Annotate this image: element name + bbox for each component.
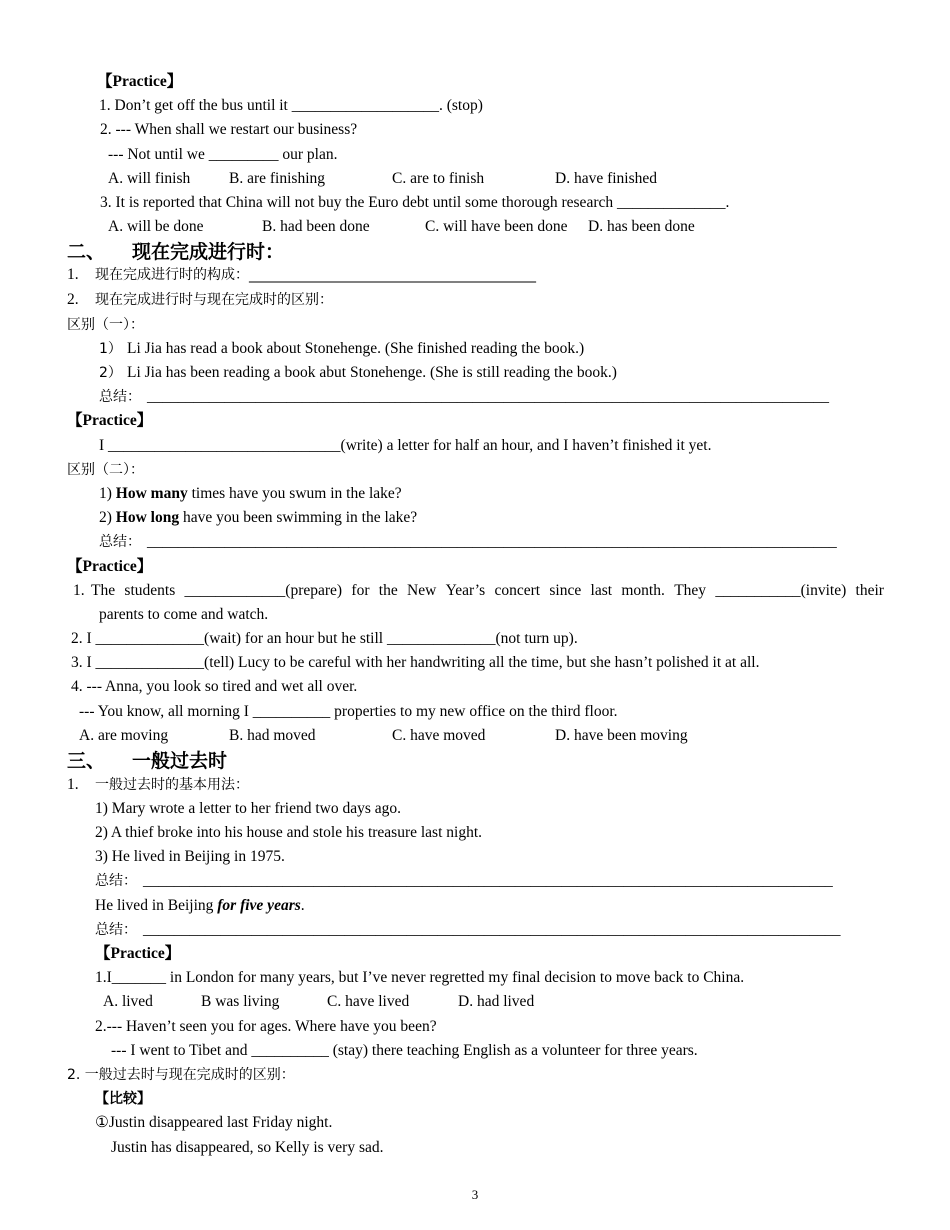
section-title: 一般过去时 bbox=[132, 750, 228, 772]
example-line: ①Justin disappeared last Friday night. bbox=[95, 1114, 333, 1131]
justified-word: ___________(invite) bbox=[715, 582, 847, 599]
option-a: A. will be done bbox=[108, 218, 204, 235]
exercise-line: 4. --- Anna, you look so tired and wet all over. bbox=[71, 678, 358, 695]
justified-word: last bbox=[590, 582, 613, 599]
summary-label: 总结： bbox=[95, 922, 137, 938]
list-number: 1. bbox=[73, 582, 85, 599]
example-line: Li Jia has been reading a book abut Stonehenge. (She is still reading the book.) bbox=[127, 364, 617, 381]
list-number: 1. bbox=[67, 776, 79, 793]
option-b: B. are finishing bbox=[229, 170, 325, 187]
list-item: 现在完成进行时的构成：_________________________________________ bbox=[95, 267, 536, 283]
exercise-line: 2.--- Haven’t seen you for ages. Where have you been? bbox=[95, 1018, 437, 1035]
option-b: B. had been done bbox=[262, 218, 370, 235]
example-line: 1) How many times have you swum in the lake? bbox=[99, 485, 402, 502]
exercise-line: 2. --- When shall we restart our business? bbox=[100, 121, 358, 138]
list-number: 2. bbox=[67, 291, 79, 308]
exercise-line: 3. I ______________(tell) Lucy to be careful with her handwriting all the time, but she hasn’t polished it at all. bbox=[71, 654, 760, 671]
option-a: A. lived bbox=[103, 993, 153, 1010]
exercise-line-justified bbox=[91, 581, 884, 601]
exercise-line: 1.I_______ in London for many years, but I’ve never regretted my final decision to move back to China. bbox=[95, 969, 745, 986]
option-c: C. will have been done bbox=[425, 218, 568, 235]
option-c: C. have moved bbox=[392, 727, 486, 744]
option-d: D. have finished bbox=[555, 170, 658, 187]
practice-heading: 【Practice】 bbox=[67, 412, 153, 429]
option-a: A. will finish bbox=[108, 170, 191, 187]
summary-label: 总结： bbox=[99, 389, 141, 405]
exercise-line: I ______________________________(write) a letter for half an hour, and I haven’t finished it yet. bbox=[99, 437, 712, 454]
option-a: A. are moving bbox=[79, 727, 169, 744]
justified-word: their bbox=[855, 582, 884, 599]
section-title: 现在完成进行时： bbox=[132, 241, 285, 263]
practice-heading: 【Practice】 bbox=[67, 558, 153, 575]
summary-blank: _________________________________________________________________________________________ bbox=[147, 533, 837, 550]
justified-word: the bbox=[378, 582, 398, 599]
justified-word: _____________(prepare) bbox=[184, 582, 343, 599]
exercise-line: 3. It is reported that China will not buy the Euro debt until some thorough research ______________. bbox=[100, 194, 730, 211]
exercise-line: 2. I ______________(wait) for an hour but he still ______________(not turn up). bbox=[71, 630, 578, 647]
option-d: D. has been done bbox=[588, 218, 695, 235]
summary-blank: __________________________________________________________________________________________ bbox=[143, 921, 841, 938]
list-item: 一般过去时的基本用法： bbox=[95, 777, 249, 793]
justified-word: month. bbox=[621, 582, 665, 599]
justified-word: They bbox=[674, 582, 707, 599]
subheading: 区别（一）： bbox=[67, 317, 144, 333]
exercise-line: parents to come and watch. bbox=[99, 606, 269, 623]
exercise-line: --- I went to Tibet and __________ (stay) there teaching English as a volunteer for three years. bbox=[111, 1042, 698, 1059]
summary-label: 总结： bbox=[95, 873, 137, 889]
example-line: 1) Mary wrote a letter to her friend two days ago. bbox=[95, 800, 402, 817]
justified-word: The bbox=[91, 582, 116, 599]
option-d: D. had lived bbox=[458, 993, 535, 1010]
example-line: Li Jia has read a book about Stonehenge. (She finished reading the book.) bbox=[127, 340, 585, 357]
example-line: Justin has disappeared, so Kelly is very sad. bbox=[111, 1139, 384, 1156]
example-number: 2） bbox=[99, 365, 122, 381]
practice-heading: 【Practice】 bbox=[95, 945, 181, 962]
summary-label: 总结： bbox=[99, 534, 141, 550]
subheading: 区别（二）： bbox=[67, 462, 144, 478]
compare-heading: 【比较】 bbox=[95, 1091, 151, 1107]
example-line: He lived in Beijing for five years. bbox=[95, 897, 305, 914]
section-number: 三、 bbox=[67, 750, 106, 772]
justified-word: concert bbox=[494, 582, 541, 599]
list-item: 2. 一般过去时与现在完成时的区别： bbox=[67, 1067, 295, 1083]
justified-word: New bbox=[407, 582, 437, 599]
exercise-line: 1. Don’t get off the bus until it ___________________. (stop) bbox=[99, 97, 483, 114]
example-line: 3) He lived in Beijing in 1975. bbox=[95, 848, 285, 865]
option-d: D. have been moving bbox=[555, 727, 688, 744]
justified-word: Year’s bbox=[445, 582, 486, 599]
page-number: 3 bbox=[471, 1187, 479, 1202]
section-number: 二、 bbox=[67, 241, 106, 263]
list-item: 现在完成进行时与现在完成时的区别： bbox=[95, 292, 333, 308]
summary-blank: ________________________________________________________________________________________ bbox=[147, 388, 829, 405]
option-b: B was living bbox=[201, 993, 280, 1010]
justified-word: since bbox=[549, 582, 582, 599]
justified-word: for bbox=[351, 582, 370, 599]
justified-word: students bbox=[124, 582, 176, 599]
summary-blank: _________________________________________________________________________________________ bbox=[143, 872, 833, 889]
exercise-line: --- You know, all morning I __________ properties to my new office on the third floor. bbox=[79, 703, 618, 720]
example-line: 2) How long have you been swimming in the lake? bbox=[99, 509, 418, 526]
list-number: 1. bbox=[67, 266, 79, 283]
exercise-line: --- Not until we _________ our plan. bbox=[108, 146, 338, 163]
option-c: C. are to finish bbox=[392, 170, 485, 187]
practice-heading: 【Practice】 bbox=[97, 73, 183, 90]
example-number: 1） bbox=[99, 341, 122, 357]
option-b: B. had moved bbox=[229, 727, 316, 744]
option-c: C. have lived bbox=[327, 993, 410, 1010]
example-line: 2) A thief broke into his house and stole his treasure last night. bbox=[95, 824, 483, 841]
